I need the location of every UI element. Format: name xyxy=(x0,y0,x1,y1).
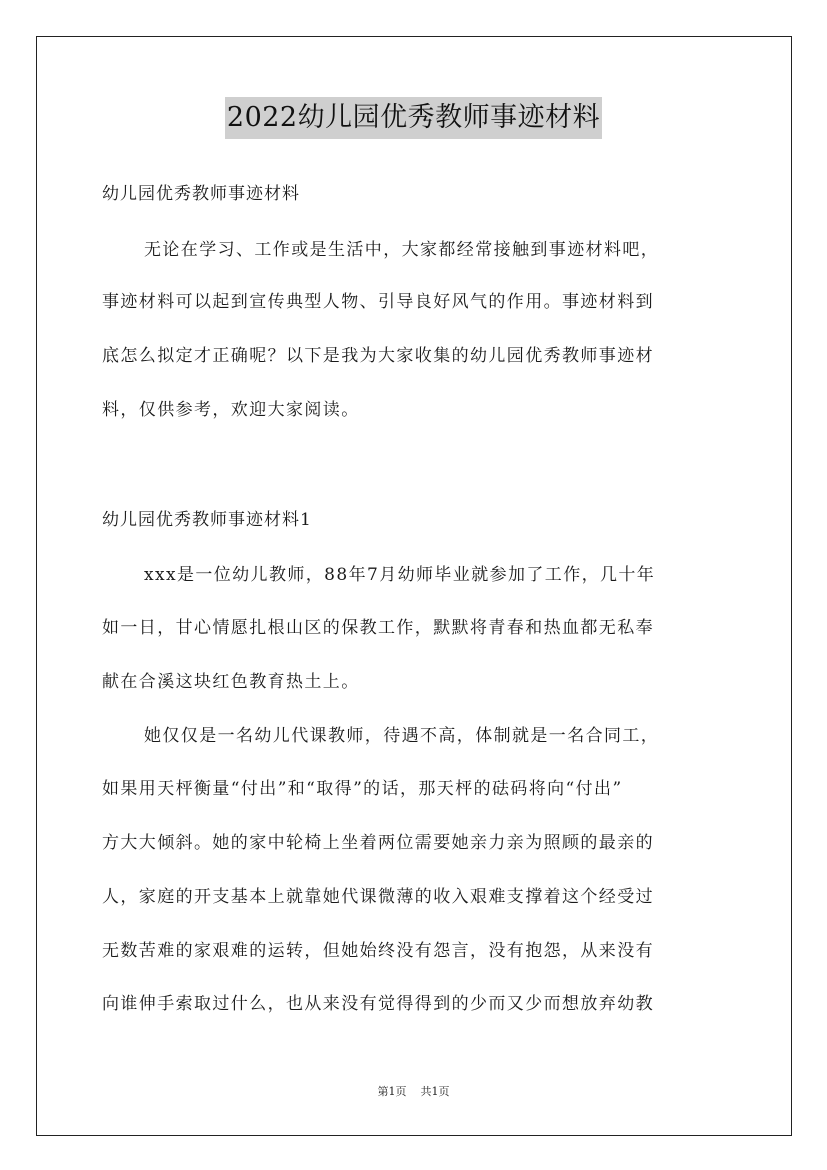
para2-line: 无数苦难的家艰难的运转，但她始终没有怨言，没有抱怨，从来没有 xyxy=(102,941,654,961)
intro-line: 料，仅供参考，欢迎大家阅读。 xyxy=(102,400,360,420)
para2-line: 向谁伸手索取过什么，也从来没有觉得得到的少而又少而想放弃幼教 xyxy=(102,994,654,1014)
para1-line: 献在合溪这块红色教育热土上。 xyxy=(102,672,360,692)
section-1-heading: 幼儿园优秀教师事迹材料1 xyxy=(102,510,312,530)
document-title: 2022幼儿园优秀教师事迹材料 xyxy=(225,97,602,139)
intro-line: 无论在学习、工作或是生活中，大家都经常接触到事迹材料吧， xyxy=(144,240,660,260)
page-footer xyxy=(0,1084,827,1100)
para2-line: 人，家庭的开支基本上就靠她代课微薄的收入艰难支撑着这个经受过 xyxy=(102,887,654,907)
title-container xyxy=(0,97,827,139)
para2-line: 她仅仅是一名幼儿代课教师，待遇不高，体制就是一名合同工， xyxy=(144,726,660,746)
page-total: 共1页 xyxy=(420,1085,450,1098)
intro-line: 事迹材料可以起到宣传典型人物、引导良好风气的作用。事迹材料到 xyxy=(102,292,654,312)
para2-line: 如果用天枰衡量“付出”和“取得”的话，那天枰的砝码将向“付出” xyxy=(102,779,623,799)
page-number: 第1页 xyxy=(377,1085,407,1098)
para1-line: xxx是一位幼儿教师，88年7月幼师毕业就参加了工作，几十年 xyxy=(144,565,656,585)
intro-line: 底怎么拟定才正确呢？以下是我为大家收集的幼儿园优秀教师事迹材 xyxy=(102,346,654,366)
para2-line: 方大大倾斜。她的家中轮椅上坐着两位需要她亲力亲为照顾的最亲的 xyxy=(102,833,654,853)
para1-line: 如一日，甘心情愿扎根山区的保教工作，默默将青春和热血都无私奉 xyxy=(102,618,654,638)
intro-heading: 幼儿园优秀教师事迹材料 xyxy=(102,184,300,204)
